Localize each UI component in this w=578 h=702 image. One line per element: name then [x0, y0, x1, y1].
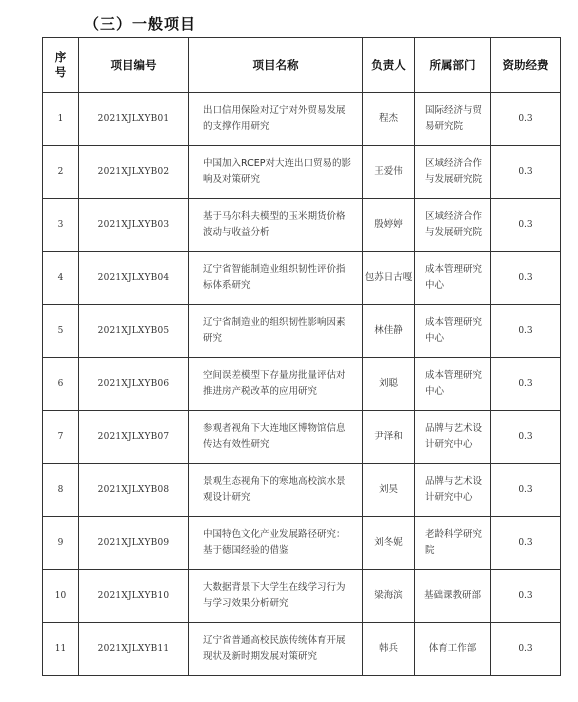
- header-code: 项目编号: [79, 38, 189, 93]
- cell-funding: 0.3: [491, 146, 561, 199]
- cell-department: 区域经济合作与发展研究院: [415, 146, 491, 199]
- cell-person: 王爱伟: [363, 146, 415, 199]
- cell-project-code: 2021XJLXYB11: [79, 623, 189, 676]
- cell-person: 刘昊: [363, 464, 415, 517]
- cell-seq: 11: [43, 623, 79, 676]
- table-row: [43, 93, 561, 146]
- cell-project-code: 2021XJLXYB02: [79, 146, 189, 199]
- header-person: 负责人: [363, 38, 415, 93]
- header-dept: 所属部门: [415, 38, 491, 93]
- cell-seq: 1: [43, 93, 79, 146]
- table-row: [43, 464, 561, 517]
- section-title: （三）一般项目: [84, 15, 197, 33]
- cell-project-code: 2021XJLXYB05: [79, 305, 189, 358]
- table-row: [43, 411, 561, 464]
- cell-seq: 8: [43, 464, 79, 517]
- table-row: [43, 570, 561, 623]
- cell-person: 林佳静: [363, 305, 415, 358]
- cell-department: 国际经济与贸易研究院: [415, 93, 491, 146]
- cell-project-code: 2021XJLXYB06: [79, 358, 189, 411]
- cell-seq: 5: [43, 305, 79, 358]
- cell-project-name: 出口信用保险对辽宁对外贸易发展的支撑作用研究: [189, 93, 363, 146]
- table-row: [43, 199, 561, 252]
- header-name: 项目名称: [189, 38, 363, 93]
- cell-person: 殷婷婷: [363, 199, 415, 252]
- table-row: [43, 252, 561, 305]
- cell-funding: 0.3: [491, 411, 561, 464]
- cell-project-name: 辽宁省智能制造业组织韧性评价指标体系研究: [189, 252, 363, 305]
- table-header-row: [43, 38, 561, 93]
- cell-person: 包苏日古嘎: [363, 252, 415, 305]
- cell-seq: 6: [43, 358, 79, 411]
- cell-project-name: 辽宁省普通高校民族传统体育开展现状及新时期发展对策研究: [189, 623, 363, 676]
- cell-project-code: 2021XJLXYB03: [79, 199, 189, 252]
- cell-project-name: 空间误差模型下存量房批量评估对推进房产税改革的应用研究: [189, 358, 363, 411]
- cell-project-name: 中国特色文化产业发展路径研究：基于德国经验的借鉴: [189, 517, 363, 570]
- cell-project-name: 辽宁省制造业的组织韧性影响因素研究: [189, 305, 363, 358]
- cell-seq: 4: [43, 252, 79, 305]
- header-seq: 序 号: [43, 38, 79, 93]
- cell-seq: 10: [43, 570, 79, 623]
- cell-department: 品牌与艺术设计研究中心: [415, 464, 491, 517]
- project-table: [42, 37, 561, 676]
- cell-project-code: 2021XJLXYB01: [79, 93, 189, 146]
- cell-project-name: 大数据背景下大学生在线学习行为与学习效果分析研究: [189, 570, 363, 623]
- cell-funding: 0.3: [491, 93, 561, 146]
- cell-department: 老龄科学研究院: [415, 517, 491, 570]
- cell-person: 程杰: [363, 93, 415, 146]
- cell-project-code: 2021XJLXYB07: [79, 411, 189, 464]
- cell-funding: 0.3: [491, 570, 561, 623]
- cell-seq: 7: [43, 411, 79, 464]
- cell-department: 体育工作部: [415, 623, 491, 676]
- table-row: [43, 146, 561, 199]
- cell-project-code: 2021XJLXYB09: [79, 517, 189, 570]
- table-row: [43, 623, 561, 676]
- cell-project-name: 参观者视角下大连地区博物馆信息传达有效性研究: [189, 411, 363, 464]
- cell-department: 成本管理研究中心: [415, 305, 491, 358]
- cell-person: 刘聪: [363, 358, 415, 411]
- cell-department: 品牌与艺术设计研究中心: [415, 411, 491, 464]
- cell-funding: 0.3: [491, 199, 561, 252]
- cell-funding: 0.3: [491, 623, 561, 676]
- table-row: [43, 305, 561, 358]
- cell-project-code: 2021XJLXYB08: [79, 464, 189, 517]
- cell-funding: 0.3: [491, 252, 561, 305]
- cell-person: 梁海滨: [363, 570, 415, 623]
- cell-project-name: 中国加入RCEP对大连出口贸易的影响及对策研究: [189, 146, 363, 199]
- cell-person: 尹泽和: [363, 411, 415, 464]
- cell-department: 成本管理研究中心: [415, 252, 491, 305]
- cell-funding: 0.3: [491, 517, 561, 570]
- cell-department: 成本管理研究中心: [415, 358, 491, 411]
- cell-project-code: 2021XJLXYB10: [79, 570, 189, 623]
- cell-project-name: 基于马尔科夫模型的玉米期货价格波动与收益分析: [189, 199, 363, 252]
- cell-seq: 2: [43, 146, 79, 199]
- table-row: [43, 517, 561, 570]
- cell-project-code: 2021XJLXYB04: [79, 252, 189, 305]
- cell-funding: 0.3: [491, 305, 561, 358]
- table-row: [43, 358, 561, 411]
- cell-department: 基础课教研部: [415, 570, 491, 623]
- cell-seq: 3: [43, 199, 79, 252]
- cell-funding: 0.3: [491, 358, 561, 411]
- cell-person: 韩兵: [363, 623, 415, 676]
- cell-department: 区域经济合作与发展研究院: [415, 199, 491, 252]
- cell-project-name: 景观生态视角下的寒地高校滨水景观设计研究: [189, 464, 363, 517]
- cell-funding: 0.3: [491, 464, 561, 517]
- cell-seq: 9: [43, 517, 79, 570]
- cell-person: 刘冬妮: [363, 517, 415, 570]
- header-fund: 资助经费: [491, 38, 561, 93]
